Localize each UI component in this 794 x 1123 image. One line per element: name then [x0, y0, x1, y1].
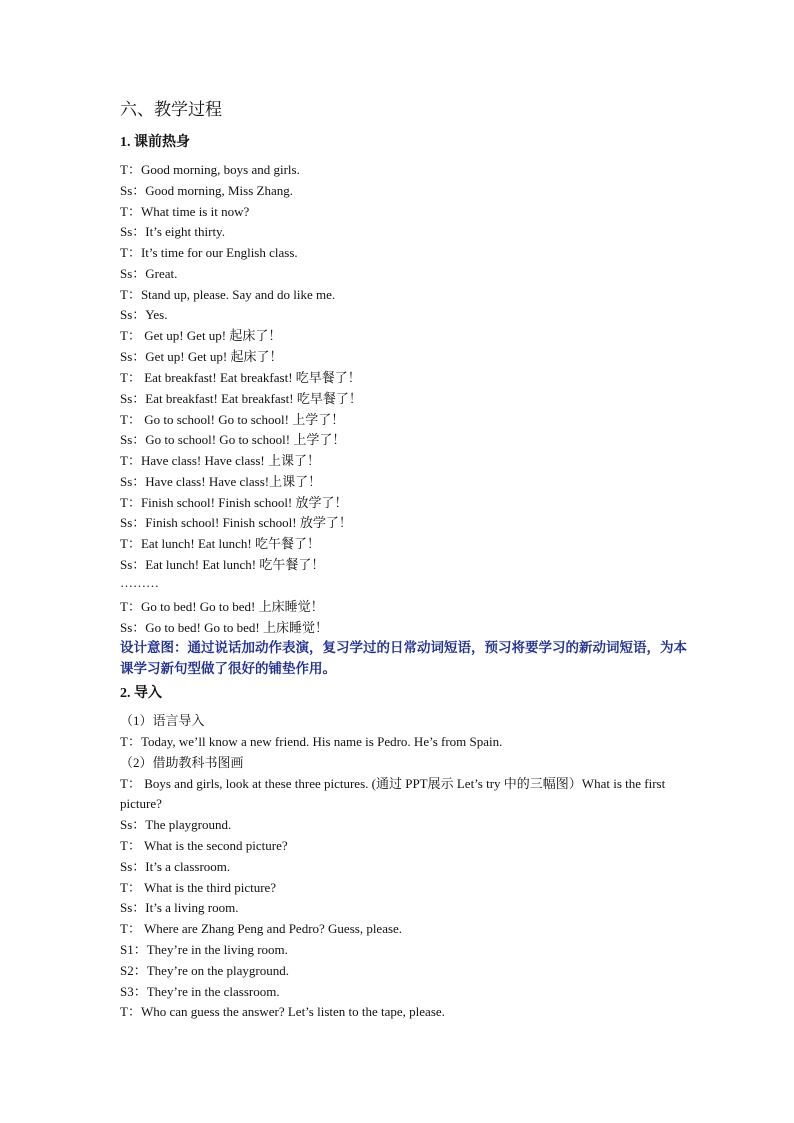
dialogue-line: Ss：Great.	[120, 266, 178, 281]
subsection-title: （1）语言导入	[120, 713, 205, 728]
dialogue-line: T：Today, we’ll know a new friend. His name is Pedro. He’s from Spain.	[120, 734, 503, 749]
dialogue-line: T：Have class! Have class! 上课了！	[120, 453, 320, 468]
dialogue-line: T： Boys and girls, look at these three pictures. (通过 PPT展示 Let’s try 中的三幅图）What is the first picture?	[120, 776, 666, 811]
dialogue-line: T：What time is it now?	[120, 204, 250, 219]
dialogue-line: Ss：Go to school! Go to school! 上学了！	[120, 432, 346, 447]
page-heading: 六、教学过程	[120, 100, 222, 119]
dialogue-line: T：It’s time for our English class.	[120, 245, 298, 260]
section-title-intro: 2. 导入	[120, 686, 162, 701]
dialogue-line: Ss：It’s a living room.	[120, 900, 239, 915]
dialogue-line: Ss：Yes.	[120, 307, 168, 322]
dialogue-line: T： Get up! Get up! 起床了！	[120, 328, 282, 343]
dialogue-line: T：Go to bed! Go to bed! 上床睡觉！	[120, 599, 324, 614]
dialogue-line: T：Who can guess the answer? Let’s listen to the tape, please.	[120, 1004, 445, 1019]
dialogue-line: S3：They’re in the classroom.	[120, 984, 280, 999]
dialogue-line: Ss：Good morning, Miss Zhang.	[120, 183, 293, 198]
dialogue-line: Ss：Get up! Get up! 起床了！	[120, 349, 283, 364]
subsection-title: （2）借助教科书图画	[120, 755, 244, 770]
dialogue-line: T：Finish school! Finish school! 放学了！	[120, 495, 348, 510]
dialogue-line: T： Where are Zhang Peng and Pedro? Guess, please.	[120, 921, 403, 936]
dialogue-line: Ss：It’s a classroom.	[120, 859, 231, 874]
dialogue-line: Ss：Go to bed! Go to bed! 上床睡觉！	[120, 620, 328, 635]
dialogue-line: T：Eat lunch! Eat lunch! 吃午餐了！	[120, 536, 321, 551]
dialogue-line: T： Eat breakfast! Eat breakfast! 吃早餐了！	[120, 370, 361, 385]
dialogue-line: T：Good morning, boys and girls.	[120, 162, 300, 177]
dialogue-line: Ss：It’s eight thirty.	[120, 224, 225, 239]
dialogue-line: T：Stand up, please. Say and do like me.	[120, 287, 336, 302]
dialogue-line: T： What is the third picture?	[120, 880, 277, 895]
design-intent: 设计意图：通过说话加动作表演，复习学过的日常动词短语，预习将要学习的新动词短语，为本课学习新句型做了很好的铺垫作用。	[120, 640, 687, 676]
dialogue-line: Ss：Have class! Have class!上课了！	[120, 474, 322, 489]
dialogue-line: T： What is the second picture?	[120, 838, 288, 853]
dialogue-line: S2：They’re on the playground.	[120, 963, 289, 978]
section-title-warmup: 1. 课前热身	[120, 135, 190, 150]
dialogue-line: Ss：Finish school! Finish school! 放学了！	[120, 515, 352, 530]
dialogue-line: T： Go to school! Go to school! 上学了！	[120, 412, 345, 427]
ellipsis-line: ………	[120, 575, 159, 590]
dialogue-line: S1：They’re in the living room.	[120, 942, 288, 957]
dialogue-line: Ss：The playground.	[120, 817, 232, 832]
dialogue-line: Ss：Eat lunch! Eat lunch! 吃午餐了！	[120, 557, 325, 572]
dialogue-line: Ss：Eat breakfast! Eat breakfast! 吃早餐了！	[120, 391, 362, 406]
